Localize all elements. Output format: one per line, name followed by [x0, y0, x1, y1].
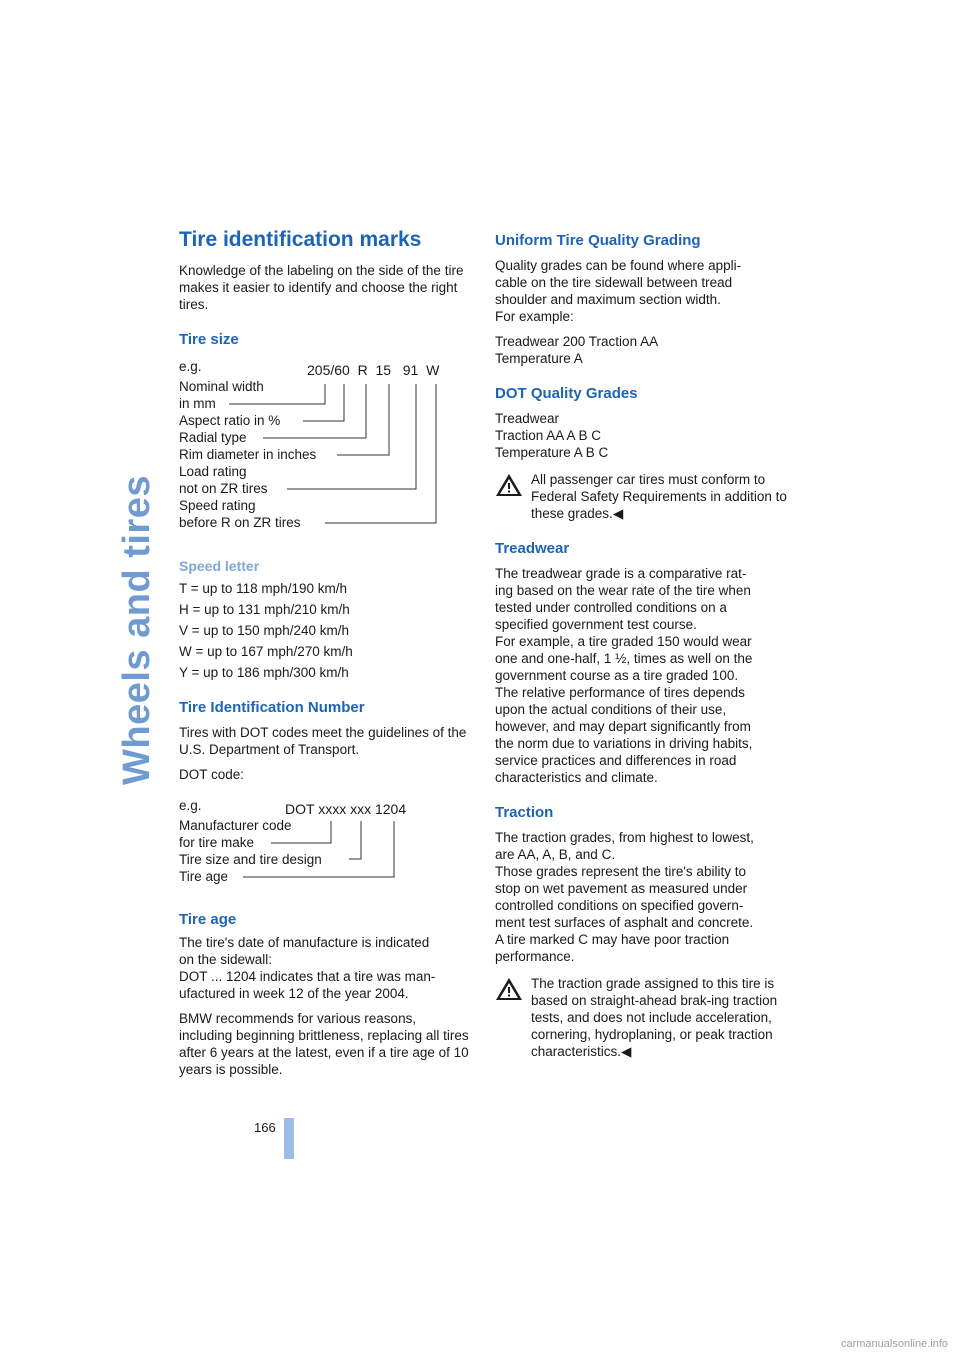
- speed-item: Y = up to 186 mph/300 km/h: [179, 665, 349, 680]
- page-title: Tire identification marks: [179, 228, 422, 251]
- tire-size-diagram: [179, 356, 469, 536]
- dot-eg: e.g.: [179, 798, 202, 813]
- text-line: Temperature A: [495, 351, 583, 366]
- text-line: cable on the tire sidewall between tread: [495, 275, 733, 290]
- label-tire-size-design: Tire size and tire design: [179, 852, 322, 867]
- text-line: stop on wet pavement as measured under: [495, 881, 748, 896]
- label-tire-age: Tire age: [179, 869, 229, 884]
- label-manufacturer-code: Manufacturer code: [179, 818, 292, 833]
- label-rim-diameter: Rim diameter in inches: [179, 447, 317, 462]
- label-speed-rating: Speed rating: [179, 498, 256, 513]
- side-chapter-title: [112, 225, 158, 785]
- dot-grades-list: [495, 410, 787, 461]
- text-line: For example, a tire graded 150 would wear: [495, 634, 752, 649]
- text-line: Those grades represent the tire's ability to: [495, 864, 746, 879]
- warning-text: All passenger car tires must conform to Federal Safety Requirements in addition to these grades.: [531, 472, 787, 521]
- text-line: For example:: [495, 309, 574, 324]
- page-number: 166: [254, 1120, 276, 1135]
- text-line: Quality grades can be found where appli-: [495, 258, 742, 273]
- traction-paragraph: [495, 829, 787, 965]
- dot-code-diagram: [179, 797, 469, 889]
- tire-size-code: 205/60 R 15 91 W: [307, 362, 440, 378]
- text-line: The relative performance of tires depends: [495, 685, 745, 700]
- dot-code: DOT xxxx xxx 1204: [285, 801, 407, 817]
- tire-age-recommendation: BMW recommends for various reasons, including beginning brittleness, replacing all tires after 6 years at the latest, even if a tire age of 10 years is possible.: [179, 1011, 469, 1077]
- text-line: service practices and differences in road: [495, 753, 737, 768]
- text-line: The treadwear grade is a comparative rat-: [495, 566, 747, 581]
- label-not-on-zr: not on ZR tires: [179, 481, 268, 496]
- text-line: Treadwear: [495, 411, 560, 426]
- text-line: one and one-half, 1 ½, times as well on the: [495, 651, 753, 666]
- side-chapter-title-text: Wheels and tires: [116, 475, 158, 785]
- utqg-heading: Uniform Tire Quality Grading: [495, 232, 701, 249]
- text-line: the norm due to variations in driving habits,: [495, 736, 753, 751]
- label-load-rating: Load rating: [179, 464, 247, 479]
- dot-code-label: DOT code:: [179, 767, 245, 782]
- tin-heading: Tire Identification Number: [179, 699, 365, 716]
- text-line: are AA, A, B, and C.: [495, 847, 616, 862]
- right-column: [495, 228, 787, 1060]
- tire-age-heading: Tire age: [179, 911, 237, 928]
- label-radial-type: Radial type: [179, 430, 247, 445]
- text-line: characteristics and climate.: [495, 770, 658, 785]
- text-line: controlled conditions on specified govern-: [495, 898, 744, 913]
- page-number-bar: [284, 1118, 294, 1159]
- text-line: tested under controlled conditions on a: [495, 600, 727, 615]
- tin-text: Tires with DOT codes meet the guidelines of the U.S. Department of Transport.: [179, 725, 467, 757]
- tire-age-paragraph: [179, 934, 469, 1002]
- speed-item: T = up to 118 mph/190 km/h: [179, 581, 347, 596]
- speed-item: H = up to 131 mph/210 km/h: [179, 602, 350, 617]
- text-line: Treadwear 200 Traction AA: [495, 334, 659, 349]
- text-line: ing based on the wear rate of the tire when: [495, 583, 751, 598]
- label-in-mm: in mm: [179, 396, 216, 411]
- label-before-r: before R on ZR tires: [179, 515, 301, 530]
- label-for-tire-make: for tire make: [179, 835, 255, 850]
- speed-item: V = up to 150 mph/240 km/h: [179, 623, 349, 638]
- text-line: government course as a tire graded 100.: [495, 668, 739, 683]
- text-line: DOT ... 1204 indicates that a tire was man-: [179, 969, 436, 984]
- utqg-example: [495, 333, 787, 367]
- utqg-paragraph: [495, 257, 787, 325]
- end-mark: ◀: [612, 506, 624, 521]
- speed-letter-heading: Speed letter: [179, 558, 260, 574]
- warning-icon: [495, 977, 523, 1001]
- text-line: Traction AA A B C: [495, 428, 602, 443]
- warning-traction-grade: [495, 975, 787, 1060]
- warning-icon: [495, 473, 523, 497]
- warning-federal-safety: [495, 471, 787, 522]
- text-line: The traction grades, from highest to lowest,: [495, 830, 754, 845]
- tire-size-heading: Tire size: [179, 331, 239, 348]
- speed-item: W = up to 167 mph/270 km/h: [179, 644, 353, 659]
- text-line: The tire's date of manufacture is indicated: [179, 935, 430, 950]
- dot-grades-heading: DOT Quality Grades: [495, 385, 638, 402]
- text-line: Temperature A B C: [495, 445, 609, 460]
- label-aspect-ratio: Aspect ratio in %: [179, 413, 281, 428]
- treadwear-paragraph: [495, 565, 787, 786]
- label-nominal-width: Nominal width: [179, 379, 264, 394]
- intro-text: Knowledge of the labeling on the side of the tire makes it easier to identify and choose the right tires.: [179, 263, 464, 312]
- text-line: A tire marked C may have poor traction: [495, 932, 730, 947]
- end-mark: ◀: [621, 1044, 632, 1059]
- dot-leader-lines: [179, 797, 469, 889]
- traction-heading: Traction: [495, 804, 554, 821]
- left-column: [179, 228, 469, 1086]
- text-line: on the sidewall:: [179, 952, 273, 967]
- text-line: performance.: [495, 949, 575, 964]
- text-line: however, and may depart significantly from: [495, 719, 751, 734]
- tire-size-eg: e.g.: [179, 359, 202, 374]
- speed-letter-list: [179, 580, 469, 681]
- text-line: ment test surfaces of asphalt and concrete.: [495, 915, 754, 930]
- treadwear-heading: Treadwear: [495, 540, 570, 557]
- text-line: shoulder and maximum section width.: [495, 292, 721, 307]
- text-line: ufactured in week 12 of the year 2004.: [179, 986, 409, 1001]
- tire-size-leader-lines: [179, 356, 469, 536]
- text-line: specified government test course.: [495, 617, 697, 632]
- footer-watermark: carmanualsonline.info: [840, 1338, 948, 1350]
- warning-text: The traction grade assigned to this tire is based on straight-ahead brak-ing traction tests, and does not include acceleration, cornering, hydroplaning, or peak traction characteristics.: [531, 976, 778, 1059]
- text-line: upon the actual conditions of their use,: [495, 702, 727, 717]
